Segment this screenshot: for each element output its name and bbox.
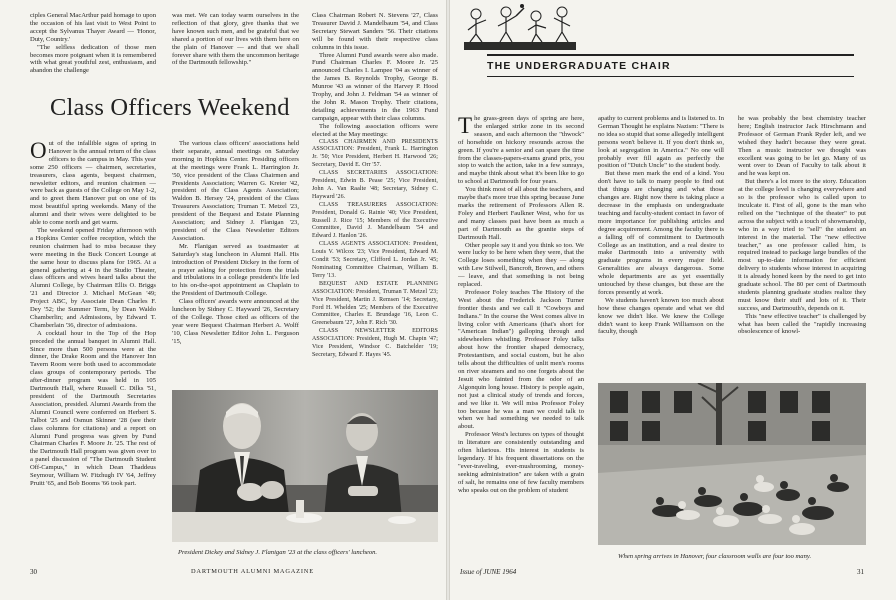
officer-listing: CLASS SECRETARIES ASSOCIATION: President, Edwin B. Pease '25; Vice President, John A. Van Raalte '48; Secretary, Sidney C. Hayward '26.: [312, 170, 438, 200]
continuation-paragraph: ciples General MacArthur paid homage to upon the occasion of his last visit to West Point to accept the Sylvanus Thayer Award — 'Honor, Duty, Country.': [30, 12, 156, 43]
running-head: DARTMOUTH ALUMNI MAGAZINE: [191, 568, 314, 575]
lead-paragraph: The grass-green days of spring are here, the enlarged strike zone in its second season, and each afternoon the "thwock" of horsehide on hickory resounds across the green. If you're a senior and can spare the time from the classes-papers-exams grand prix, you stop to watch the action, take in a few sunrays, and maybe think about what it's been like to go to school at Dartmouth for four years.: [458, 115, 584, 186]
continuation-paragraph: was met. We can today warm ourselves in the reflection of that glory, give thanks that we have known such men, and be grateful that we shared a portion of our lives with them here on the plain of Hanover — and that we shall forever share with them the uncommon heritage of the Dartmouth fellowship.": [172, 12, 299, 67]
outdoor-class-illustration: [598, 383, 866, 545]
body-paragraph: Three Alumni Fund awards were also made. Fund Chairman Charles F. Moore Jr. '25 announced Charles I. Lampee '04 as winner of the James B. Reynolds Trophy, George B. Munroe '43 as winner of the Harvey P. Hood Trophy, and John J. Feldman '54 as winner of the John R. Mason Trophy. Their citations, detailing achievements in the 1963 Fund campaign, appear with their class columns.: [312, 51, 438, 122]
body-paragraph: We students haven't known too much about how these changes operate and what we did know we didn't like. We knew the College didn't want to keep Frank Williamson on the faculty, though: [598, 296, 724, 336]
student-cartoon: [462, 2, 578, 54]
right-page: [450, 0, 896, 600]
right-col3: [738, 115, 866, 375]
body-paragraph: But these men mark the end of a kind. You don't have to talk to many people to find out that things are changing and what those changes are. Right now there is taking place a decrease in the emphasis on undergraduate teaching and faculty-student contact in favor of more importance for publishing articles and degree acquirement. Among the faculty there is a falling off of commitment to Dartmouth College as an institution, and a real desire to make Dartmouth into a university with graduate programs in every major field. Generalities are always dangerous. Some whole departments are as yet essentially untouched by these changes, but these are the forces presently at work.: [598, 170, 724, 296]
officer-listing: BEQUEST AND ESTATE PLANNING ASSOCIATION: President, Truman T. Metzel '23; Vice President, Martin J. Remsen '14; Secretary, Ford H. Whelden '25; Members of the Executive Committee, Charles E. Brundage '16, Leon C. Greenebaum '27, John F. Rich '30.: [312, 280, 438, 327]
body-paragraph: Professor West's lectures on types of thought in literature are consistently outstanding and often hilarious. His interest in students is legendary. If his frequent dissertations on the "ever-traveling, ever-mushrooming, money-seeking administration" are taken with a grain of salt, he remains one of few faculty members who speaks out on the problem of student: [458, 431, 584, 494]
section-rule-top: [487, 54, 854, 56]
continuation-paragraph: "The selfless dedication of those men becomes more poignant when it is remembered with what great youthful zest, enthusiasm, and abandon the challenge: [30, 43, 156, 75]
luncheon-photo-illustration: [172, 390, 438, 542]
body-paragraph: This "new effective teacher" is challenged by what has been called the "rapidly increasing obsolescence of knowl-: [738, 312, 866, 336]
issue-line: Issue of JUNE 1964: [460, 568, 517, 576]
body-paragraph: Professor Foley teaches The History of the West about the Frederick Jackson Turner frontier thesis and we call it "Cowboys and Indians." In the course the West comes alive in living color with Americans (that's short for "American Indian") galloping through and sidewheelers whistling. Professor Foley talks about how the frontier shaped democracy, Protestantism, and social custom, but he also tells about the difficulties of unlit men's rooms on river steamers and no one forgets about the Jesuit who fainted from the odor of an Algonquin long house. History is people again, not just a clinical study of trends and forces, and we like it. We will miss Professor Foley too because he was a man we could talk to when we had something we needed to talk about.: [458, 288, 584, 431]
right-page-number: 31: [857, 568, 864, 576]
luncheon-photo-caption: President Dickey and Sidney J. Flanigan '23 at the class officers' luncheon.: [178, 549, 378, 556]
article-title: Class Officers Weekend: [50, 94, 290, 121]
right-col1: [458, 115, 584, 560]
body-paragraph: You think most of all about the teachers, and maybe that's more true this spring because June marks the retirement of Professors Allen R. Foley and Herbert Faulkner West, who for us and many classes past have been as much a part of Dartmouth as the granite steps of Dartmouth Hall.: [458, 186, 584, 241]
officer-listing: CLASS NEWSLETTER EDITORS ASSOCIATION: President, Hugh M. Chapin '47; Vice President, Windsor C. Batchelder '19; Secretary, Edward F. Hayes '45.: [312, 328, 438, 358]
officer-listing: CLASS TREASURERS ASSOCIATION: President, Donald G. Rainie '40; Vice President, Russell J. Rice '15; Members of the Executive Committee, David J. Mandelbaum '54 and Edward J. Hanlon '26.: [312, 201, 438, 240]
section-title: THE UNDERGRADUATE CHAIR: [487, 60, 671, 72]
officer-listing: CLASS AGENTS ASSOCIATION: President, Louis V. Wilcox '23; Vice President, Edward M. Condit '53; Secretary, Clifford L. Jordan Jr. '45; Nominating Committee Chairman, William B. Terry '13.: [312, 241, 438, 279]
body-paragraph: The weekend opened Friday afternoon with a Hopkins Center coffee reception, which the reunion chairmen had to miss because they were meeting in the Buck Concert Lounge at the same hour to discuss plans for 1965. At a general gathering at 4 in the Studio Theater, class officers and wives heard talks about the Alumni College, by Chairman Ellis O. Briggs '21 and Director J. Michael McGean '49; Project ABC, by Associate Dean Charles F. Dey '52; the Summer Term, by Dean Waldo Chamberlin; and Admissions, by Edward T. Chamberlain '36, director of admissions.: [30, 226, 156, 329]
officer-listing: CLASS CHAIRMEN AND PRESIDENTS ASSOCIATION: President, Frank L. Harrington Jr. '50; Vice President, Herbert H. Harwood '26; Secretary, David E. Orr '57.: [312, 138, 438, 169]
body-paragraph: A cocktail hour in the Top of the Hop preceded the annual banquet in Alumni Hall. Since more than 500 persons were at the dinner, the Drake Room and the Hanover Inn Tavern Room were both used to accommodate class groups of contemporary periods. The after-dinner program was held in 105 Dartmouth Hall, where Russell C. Dilks '51, president of the Dartmouth Secretaries Association, presided. Alumni Awards from the Alumni Council were conferred on Herbert S. Talbot '25 and Osmun Skinner '28 (see their class columns for citations) and a report on Alumni Fund progress was given by Fund Chairman Charles F. Moore Jr. '25. The rest of the Dartmouth Hall program was given over to a panel discussion of "The Dartmouth Student Off-Campus," in which Dean Thaddeus Seymour, William W. Fitzhugh IV '64, Jeffrey Pruitt '65, and Bob Booms '66 took part.: [30, 329, 156, 487]
body-paragraph: Other people say it and you think so too. We were lucky to be here when they were, that the College loses something when they — along with Lew Stilwell, Bancroft, Brown, and others — leave, and that something is not being replaced.: [458, 241, 584, 289]
body-paragraph: Class Chairman Robert N. Stevens '27, Class Treasurer David J. Mandelbaum '54, and Class Secretary Stewart Sanders '56. Their citations will be found with their respective class columns in this issue.: [312, 12, 438, 51]
left-col1-continuation: [30, 12, 156, 92]
outdoor-photo-caption: When spring arrives in Hanover, four classroom walls are four too many.: [618, 553, 812, 560]
body-paragraph: Mr. Flanigan served as toastmaster at Saturday's stag luncheon in Alumni Hall. His introduction of President Dickey in the form of a prayer asking for protection from the trials and tribulations in a college president's life led to his on-the-spot appointment as Chaplain to the President of Dartmouth College.: [172, 242, 299, 298]
lead-paragraph: Out of the infallible signs of spring in Hanover is the annual return of the class officers to the campus in May. This year some 250 officers — chairmen, secretaries, treasurers, class agents, bequest chairmen, newsletter editors, and reunion chairmen — were back as guests of the College on May 1-2, and to greet them Hanover put on one of its most beautiful spring weekends. Many of the alumni and their wives were delighted to be able to come north and get warm.: [30, 140, 156, 227]
body-paragraph: Class officers' awards were announced at the luncheon by Sidney C. Hayward '26, Secretary of the College. Those cited as officers of the year were Bequest Chairman Herbert A. Wolff '10, Class Newsletter Editor John L. Ferguson '15,: [172, 298, 299, 345]
body-paragraph: he was probably the best chemistry teacher here; English instructor Jack Hirschmann and Professor of German Frank Ryder left, and we wished they hadn't because they were great. Then a music instructor we thought was excellent was going to be let go. Many of us went over to Dean of Faculty to talk about it and he was kept on.: [738, 115, 866, 178]
drop-cap: T: [458, 115, 473, 138]
luncheon-photo: [172, 390, 438, 542]
section-rule-bottom: [487, 76, 854, 77]
body-paragraph: The various class officers' associations held their separate, annual meetings on Saturday morning in Hopkins Center. Presiding officers at the meetings were Frank L. Harrington Jr. '50, vice president of the Class Chairmen and Presidents Association; Warren G. Kreter '42, president of the Class Agents Association; Waldon B. Hersey '24, president of the Class Treasurers Association; Truman T. Metzel '23, president of the Bequest and Estate Planning Association; and Sidney J. Flanigan '23, president of the Class Newsletter Editors Association.: [172, 140, 299, 242]
left-col2-continuation: [172, 12, 299, 92]
left-col1: [30, 140, 156, 527]
body-paragraph: But there's a lot more to the story. Education at the college level is changing everywhere and so is the professor who is called upon to inculcate it. First of all, gone is the man who relied on the "technique of the theater" to put across the subject with a touch of showmanship, who in a way tried to "sell" the student an interest in the material. The "new effective teacher," as one professor called him, is required instead to package large bundles of the most up-to-date information for efficient delivery to students whose interest in acquiring it is already honed keen by the need to get into graduate school. The 80 per cent of Dartmouth students planning graduate studies realize they must know their stuff and lots of it. Their success, and Dartmouth's, depends on it.: [738, 178, 866, 312]
body-paragraph: apathy to current problems and is listened to. In German Thought he explains Nazism: "There is no idea so stupid that some allegedly intelligent persons won't believe it. If you don't think so, look at segregation in America." No one will probably ever fill again as perfectly the position of "Dutch Uncle" to the student body.: [598, 115, 724, 170]
left-col3: [312, 12, 438, 382]
cartoon-illustration: [462, 2, 578, 54]
left-page-number: 30: [30, 568, 37, 576]
left-col2: [172, 140, 299, 382]
drop-cap: O: [30, 140, 47, 163]
left-page: [0, 0, 446, 600]
right-col2: [598, 115, 724, 375]
outdoor-class-photo: [598, 383, 866, 545]
body-paragraph: The following association officers were elected at the May meetings:: [312, 122, 438, 138]
